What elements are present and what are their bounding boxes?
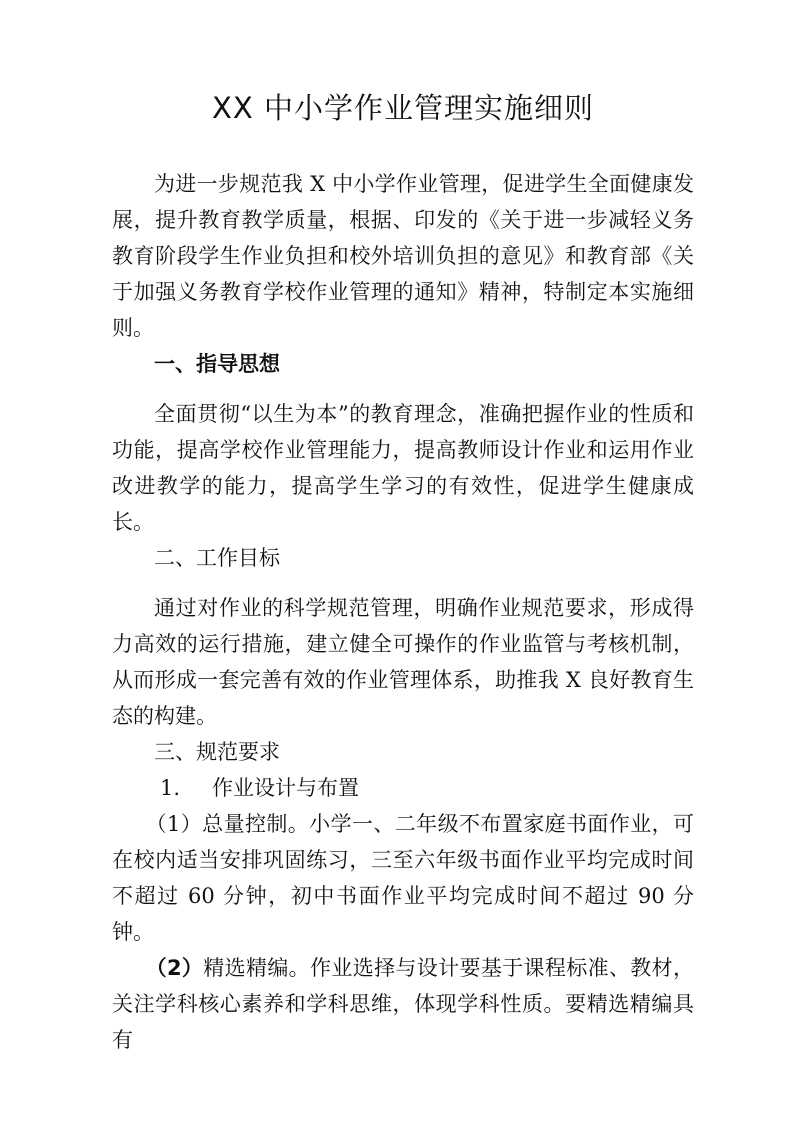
intro-paragraph: 为进一步规范我 X 中小学作业管理，促进学生全面健康发展，提升教育教学质量，根据、印发的《关于进一步减轻义务教育阶段学生作业负担和校外培训负担的意见》和教育部《关于加强义务教育学校作业管理的通知》精神，特制定本实施细则。 — [112, 172, 694, 340]
subheading-text: 作业设计与布置 — [212, 776, 359, 800]
guiding-ideology-paragraph: 全面贯彻“以生为本”的教育理念，准确把握作业的性质和功能，提高学校作业管理能力，提高教师设计作业和运用作业改进教学的能力，提高学生学习的有效性，促进学生健康成长。 — [112, 402, 694, 534]
document-body — [112, 166, 694, 1058]
item-label: （1） — [145, 812, 203, 836]
section-heading-guiding-ideology: 一、指导思想 — [154, 352, 280, 376]
item-text: 精选精编。作业选择与设计要基于课程标准、教材，关注学科核心素养和学科思维，体现学科性质。要精选精编具有 — [112, 956, 694, 1052]
requirement-item-selection — [112, 950, 694, 1058]
section-heading-requirements: 三、规范要求 — [154, 740, 280, 764]
section-heading-work-goals: 二、工作目标 — [154, 546, 280, 570]
item-text: 总量控制。小学一、二年级不布置家庭书面作业，可在校内适当安排巩固练习，三至六年级书面作业平均完成时间不超过 60 分钟，初中书面作业平均完成时间不超过 90 分钟。 — [112, 812, 694, 944]
work-goals-paragraph: 通过对作业的科学规范管理，明确作业规范要求，形成得力高效的运行措施，建立健全可操作的作业监管与考核机制，从而形成一套完善有效的作业管理体系，助推我 X 良好教育生态的构建。 — [112, 596, 694, 728]
subheading-number: 1. — [160, 776, 181, 800]
subheading-homework-design — [112, 770, 694, 806]
item-label: （2） — [145, 956, 204, 980]
requirement-item-total-control — [112, 806, 694, 950]
document-title: XX 中小学作业管理实施细则 — [212, 91, 594, 125]
